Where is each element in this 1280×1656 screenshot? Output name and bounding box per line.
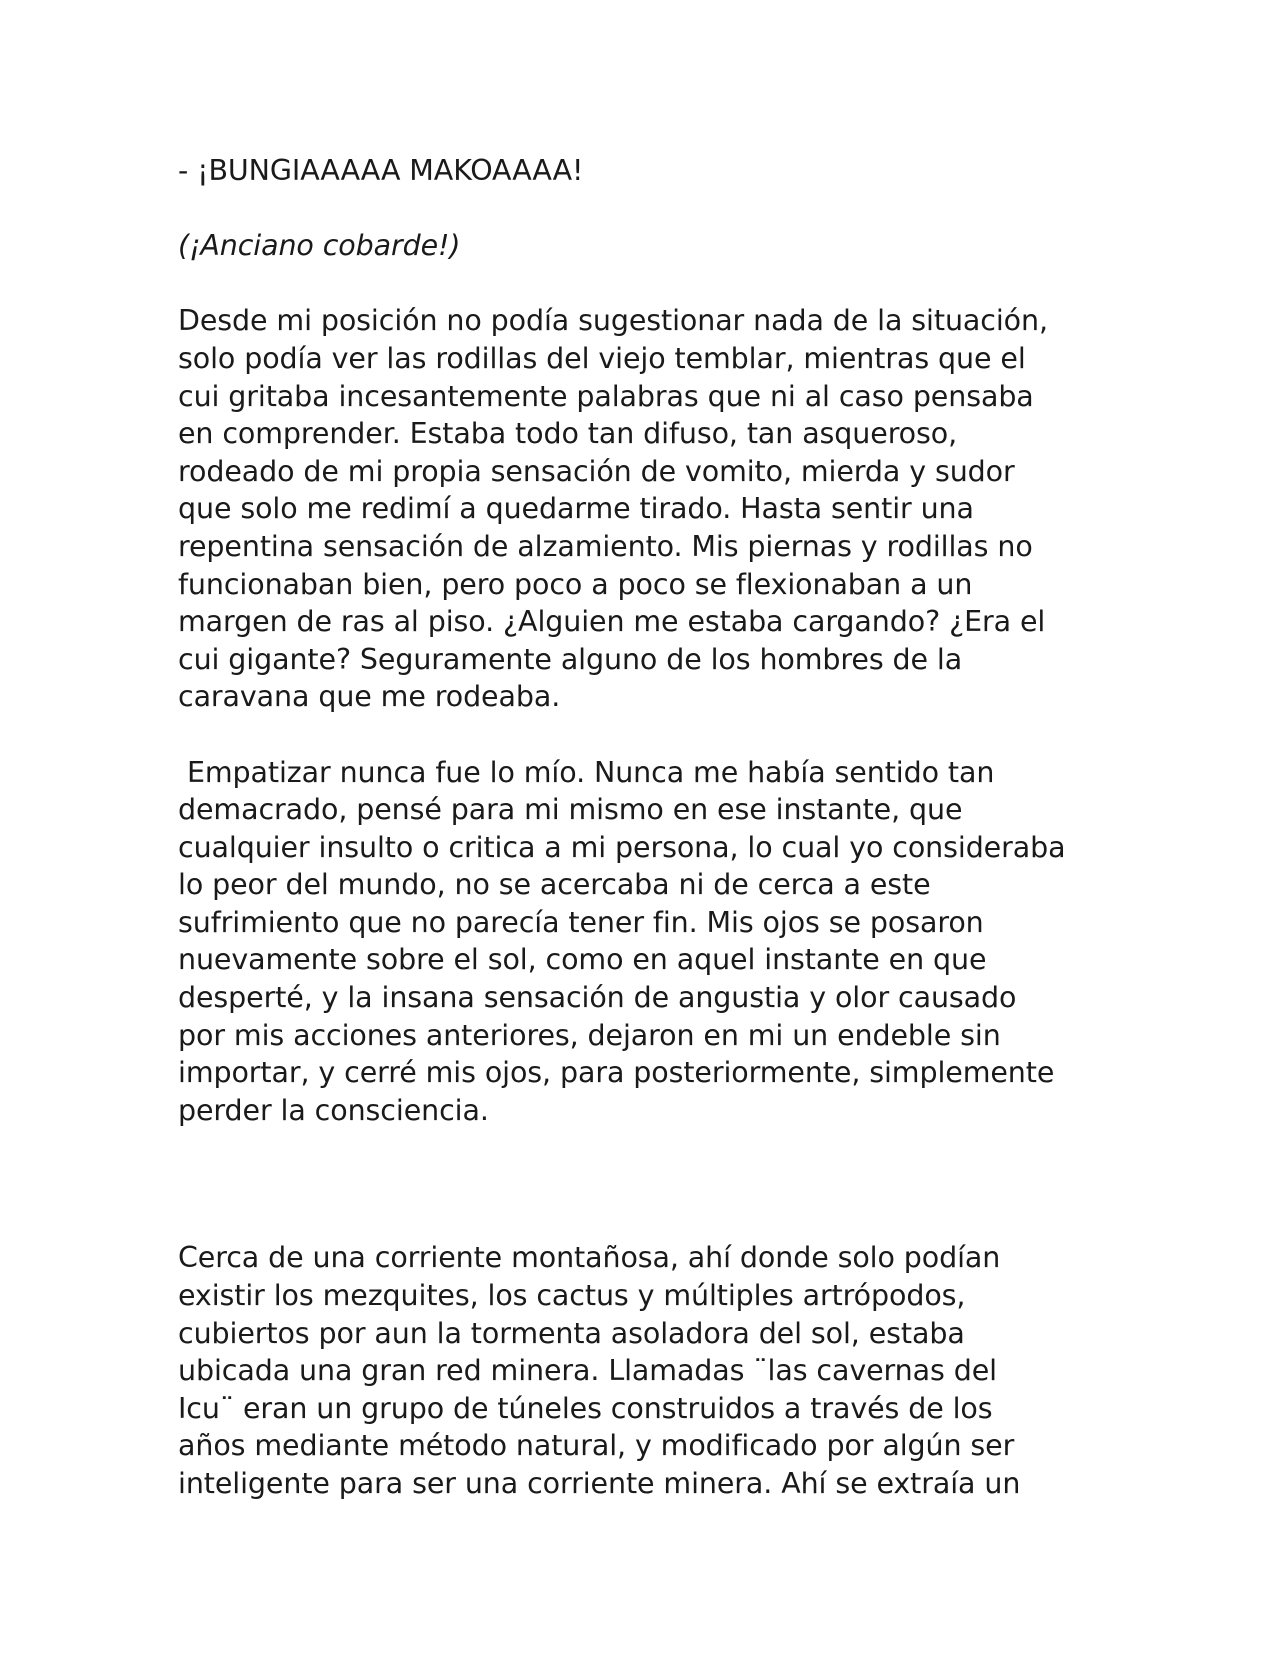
paragraph-line: caravana que me rodeaba. (178, 680, 561, 714)
aside-line: (¡Anciano cobarde!) (178, 229, 461, 263)
paragraph-1 (178, 302, 1138, 716)
paragraph-line: solo podía ver las rodillas del viejo temblar, mientras que el (178, 341, 1026, 375)
paragraph-line: importar, y cerré mis ojos, para posteriormente, simplemente (178, 1056, 1055, 1090)
paragraph-line: perder la consciencia. (178, 1093, 489, 1127)
paragraph-line: nuevamente sobre el sol, como en aquel instante en que (178, 943, 987, 977)
paragraph-line: cubiertos por aun la tormenta asoladora del sol, estaba (178, 1316, 965, 1350)
paragraph-line: sufrimiento que no parecía tener fin. Mis ojos se posaron (178, 905, 984, 939)
paragraph-3 (178, 1239, 1138, 1502)
paragraph-line: que solo me redimí a quedarme tirado. Hasta sentir una (178, 492, 974, 526)
paragraph-line: rodeado de mi propia sensación de vomito, mierda y sudor (178, 454, 1015, 488)
paragraph-line: cui gigante? Seguramente alguno de los hombres de la (178, 642, 963, 676)
paragraph-line: por mis acciones anteriores, dejaron en mi un endeble sin (178, 1018, 1001, 1052)
paragraph-line: repentina sensación de alzamiento. Mis piernas y rodillas no (178, 529, 1033, 563)
document-page (178, 152, 1138, 1503)
paragraph-line: Empatizar nunca fue lo mío. Nunca me había sentido tan (178, 755, 995, 789)
paragraph-line: lo peor del mundo, no se acercaba ni de cerca a este (178, 868, 931, 902)
paragraph-line: cui gritaba incesantemente palabras que ni al caso pensaba (178, 379, 1034, 413)
paragraph-line: existir los mezquites, los cactus y múltiples artrópodos, (178, 1279, 966, 1313)
exclamation-line: - ¡BUNGIAAAAA MAKOAAAA! (178, 154, 584, 187)
paragraph-line: Desde mi posición no podía sugestionar nada de la situación, (178, 304, 1048, 338)
paragraph-line: años mediante método natural, y modificado por algún ser (178, 1429, 1015, 1463)
paragraph-line: desperté, y la insana sensación de angustia y olor causado (178, 981, 1017, 1015)
paragraph-line: margen de ras al piso. ¿Alguien me estaba cargando? ¿Era el (178, 605, 1046, 639)
paragraph-line: ubicada una gran red minera. Llamadas ¨las cavernas del (178, 1354, 997, 1388)
paragraph-line: inteligente para ser una corriente minera. Ahí se extraía un (178, 1467, 1021, 1500)
paragraph-line: funcionaban bien, pero poco a poco se flexionaban a un (178, 567, 973, 601)
paragraph-line: Icu¨ eran un grupo de túneles construidos a través de los (178, 1391, 993, 1425)
paragraph-line: en comprender. Estaba todo tan difuso, tan asqueroso, (178, 417, 958, 451)
paragraph-line: Cerca de una corriente montañosa, ahí donde solo podían (178, 1241, 1001, 1275)
paragraph-line: demacrado, pensé para mi mismo en ese instante, que (178, 793, 963, 827)
paragraph-2 (178, 754, 1138, 1130)
paragraph-line: cualquier insulto o critica a mi persona, lo cual yo consideraba (178, 830, 1066, 864)
